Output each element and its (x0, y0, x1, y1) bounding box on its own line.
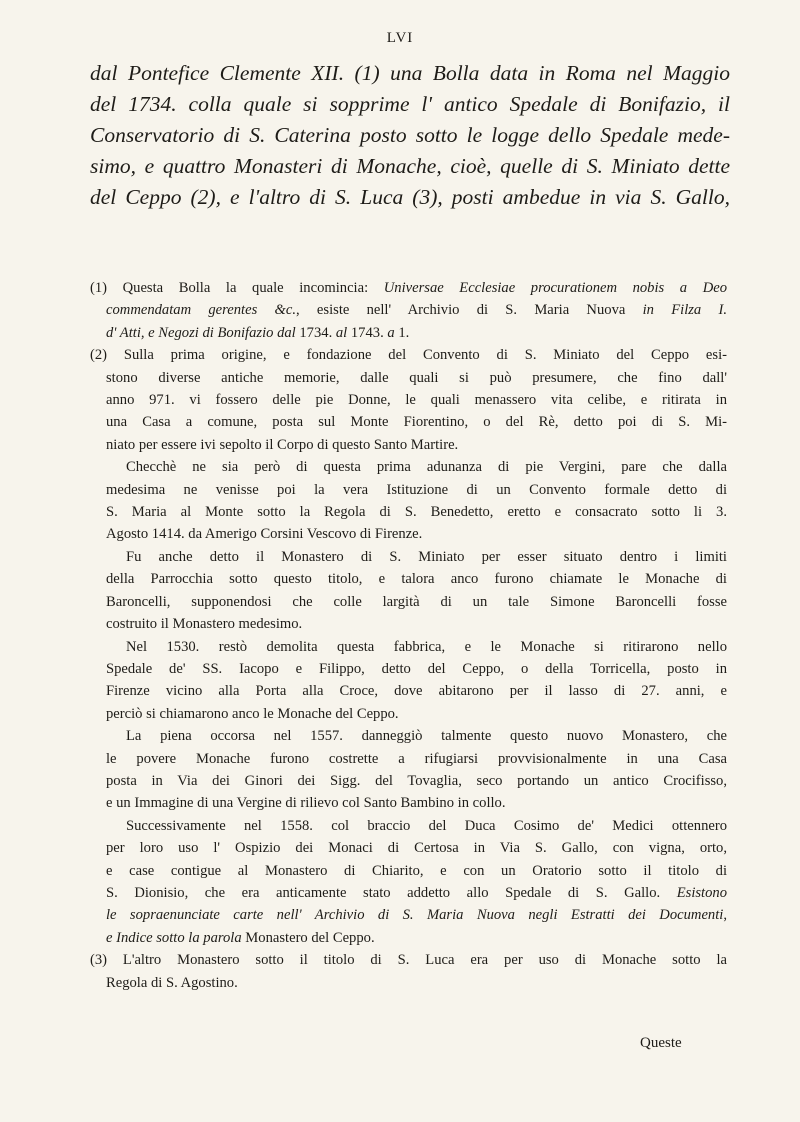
footnote-1-line: commendatam gerentes &c., esiste nell' Archivio di S. Maria Nuova in Filza I. (106, 302, 727, 319)
footnote-2-line: della Parrocchia sotto questo titolo, e talora anco furono chiamate le Monache di (106, 571, 727, 588)
footnote-2-line: Fu anche detto il Monastero di S. Miniato per esser situato dentro i limiti (126, 548, 727, 565)
footnote-2-line: e case contigue al Monastero di Chiarito, e con un Oratorio sotto il titolo di (106, 862, 727, 879)
footnote-1-line: d' Atti, e Negozi di Bonifazio dal 1734. al 1743. a 1. (106, 324, 410, 341)
footnote-2-line: perciò si chiamarono anco le Monache del Ceppo. (106, 705, 399, 722)
footnote-2-line: niato per essere ivi sepolto il Corpo di questo Santo Martire. (106, 436, 459, 453)
footnote-2-line: costruito il Monastero medesimo. (106, 616, 303, 633)
footnote-2-line: Baroncelli, supponendosi che colle largità di un tale Simone Baroncelli fosse (106, 593, 727, 610)
footnote-2-line: una Casa a comune, posta sul Monte Fiorentino, o del Rè, detto poi di S. Mi- (106, 414, 727, 431)
footnote-2-line: posta in Via dei Ginori dei Sigg. del Tovaglia, seco portando un antico Crocifisso, (106, 772, 727, 789)
footnote-2-line: Agosto 1414. da Amerigo Corsini Vescovo di Firenze. (106, 526, 423, 543)
footnote-2-line: La piena occorsa nel 1557. danneggiò talmente questo nuovo Monastero, che (126, 728, 727, 745)
footnote-2-line: Spedale de' SS. Iacopo e Filippo, detto del Ceppo, o della Torricella, posto in (106, 660, 727, 677)
main-line: del 1734. colla quale si sopprime l' antico Spedale di Bonifazio, il (90, 92, 730, 116)
footnote-3-line: Regola di S. Agostino. (106, 974, 238, 991)
footnote-2-line: Successivamente nel 1558. col braccio del Duca Cosimo de' Medici ottennero (126, 817, 727, 834)
footnote-3-line: (3) L'altro Monastero sotto il titolo di S. Luca era per uso di Monache sotto la (90, 952, 727, 969)
footnote-2-line: anno 971. vi fossero delle pie Donne, le quali menassero vita celibe, e ritirata in (106, 392, 727, 409)
footnote-2-line: S. Maria al Monte sotto la Regola di S. Benedetto, eretto e consacrato sotto li 3. (106, 504, 727, 521)
footnote-1-line: (1) Questa Bolla la quale incomincia: Universae Ecclesiae procurationem nobis a Deo (90, 280, 728, 296)
footnote-2-line: e Indice sotto la parola Monastero del Ceppo. (106, 929, 375, 946)
main-line: Conservatorio di S. Caterina posto sotto le logge dello Spedale mede- (90, 123, 730, 147)
footnote-2-line: le sopraenunciate carte nell' Archivio di S. Maria Nuova negli Estratti dei Documenti, (106, 907, 727, 924)
catchword: Queste (640, 1035, 682, 1051)
footnotes (90, 277, 727, 994)
footnote-2-line: Nel 1530. restò demolita questa fabbrica, e le Monache si ritirarono nello (126, 638, 727, 655)
main-line: dal Pontefice Clemente XII. (1) una Bolla data in Roma nel Maggio (90, 61, 730, 85)
footnote-2-line: S. Dionisio, che era anticamente stato addetto allo Spedale di S. Gallo. Esistono (106, 884, 727, 901)
footnote-2-line: Firenze vicino alla Porta alla Croce, dove abitarono per il lasso di 27. anni, e (106, 683, 727, 700)
footnote-2-line: le povere Monache furono costrette a rifugiarsi provvisionalmente in una Casa (106, 750, 727, 767)
footnote-2-line: e un Immagine di una Vergine di rilievo col Santo Bambino in collo. (106, 795, 506, 812)
footnote-2-line: (2) Sulla prima origine, e fondazione del Convento di S. Miniato del Ceppo esi- (90, 347, 727, 364)
footnote-2-line: per loro uso l' Ospizio dei Monaci di Certosa in Via S. Gallo, con vigna, orto, (106, 840, 727, 857)
footnote-2-line: medesima ne venisse poi la vera Istituzione di un Convento formale detto di (106, 481, 727, 498)
footnote-2-line: stono diverse antiche memorie, dalle quali si può presumere, che fino dall' (106, 369, 727, 386)
main-line: simo, e quattro Monasteri di Monache, cioè, quelle di S. Miniato dette (90, 154, 730, 178)
page-number: LVI (386, 30, 414, 46)
main-line: del Ceppo (2), e l'altro di S. Luca (3), posti ambedue in via S. Gallo, (90, 185, 730, 209)
main-text (90, 58, 730, 213)
footnote-2-line: Checchè ne sia però di questa prima adunanza di pie Vergini, pare che dalla (126, 459, 727, 476)
